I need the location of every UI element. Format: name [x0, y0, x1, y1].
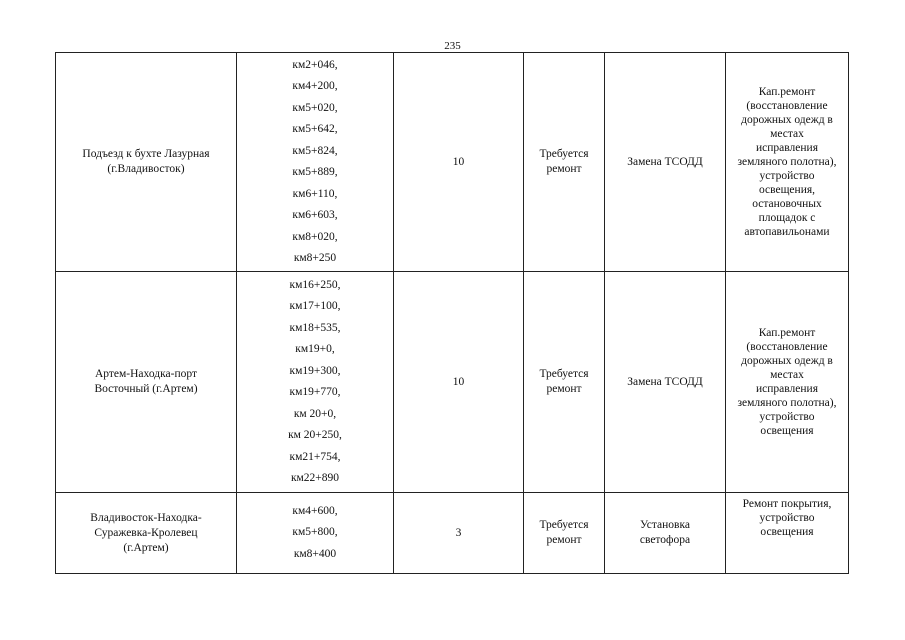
- status-line: ремонт: [546, 383, 582, 395]
- works-line: дорожных одежд в: [741, 355, 833, 367]
- status-cell: [524, 493, 605, 574]
- km-list-cell: [237, 272, 394, 493]
- measure-line: Установка: [640, 519, 690, 531]
- status-cell: [524, 53, 605, 272]
- measure-cell: [605, 53, 726, 272]
- km-list-cell: [237, 493, 394, 574]
- count-cell: 10: [394, 272, 524, 493]
- works-line: автопавильонами: [744, 226, 830, 238]
- status-cell: [524, 272, 605, 493]
- km-mark: км2+046,: [292, 58, 338, 71]
- status-line: Требуется: [539, 368, 589, 380]
- road-works-table: [55, 52, 849, 574]
- km-mark: км8+020,: [292, 230, 338, 243]
- measure-line: светофора: [639, 534, 691, 546]
- works-line: исправления: [756, 383, 818, 395]
- km-mark: км16+250,: [289, 278, 341, 291]
- works-line: освещения: [760, 526, 814, 538]
- measure-cell: [605, 272, 726, 493]
- works-cell: [726, 53, 849, 272]
- works-line: площадок с: [758, 212, 816, 224]
- km-mark: км 20+0,: [293, 407, 337, 420]
- road-name-line: (г.Владивосток): [107, 163, 185, 175]
- works-line: освещения,: [758, 184, 816, 196]
- works-line: местах: [770, 128, 804, 140]
- km-mark: км4+200,: [292, 80, 338, 92]
- status-line: ремонт: [546, 163, 582, 175]
- works-line: устройство: [759, 411, 815, 423]
- road-name-line: (г.Артем): [123, 541, 169, 554]
- km-mark: км5+020,: [292, 101, 338, 114]
- table-row: [56, 53, 849, 272]
- works-line: освещения: [760, 425, 814, 437]
- works-line: (восстановление: [746, 100, 828, 112]
- works-line: устройство: [759, 512, 815, 524]
- works-line: исправления: [756, 142, 818, 154]
- km-mark: км18+535,: [289, 321, 341, 334]
- road-name-line: Суражевка-Кролевец: [94, 526, 198, 539]
- status-line: ремонт: [546, 534, 582, 546]
- km-mark: км21+754,: [289, 450, 341, 463]
- km-mark: км5+642,: [292, 123, 338, 135]
- works-line: местах: [770, 369, 804, 381]
- km-mark: км5+889,: [292, 166, 338, 178]
- km-mark: км19+770,: [289, 386, 341, 398]
- road-name-cell: [56, 493, 237, 574]
- km-mark: км22+890: [290, 472, 340, 484]
- works-line: (восстановление: [746, 341, 828, 353]
- works-line: устройство: [759, 170, 815, 182]
- road-name-line: Подъезд к бухте Лазурная: [82, 148, 210, 160]
- km-mark: км8+250: [293, 252, 337, 264]
- table-row: [56, 272, 849, 493]
- km-mark: км6+110,: [292, 187, 338, 200]
- km-mark: км17+100,: [289, 300, 341, 312]
- measure-line: Замена ТСОДД: [627, 155, 703, 168]
- works-line: земляного полотна),: [737, 397, 837, 409]
- works-line: Кап.ремонт: [758, 86, 816, 98]
- road-name-cell: [56, 272, 237, 493]
- works-cell: [726, 493, 849, 574]
- measure-cell: [605, 493, 726, 574]
- works-line: Кап.ремонт: [758, 327, 816, 339]
- status-line: Требуется: [539, 148, 589, 160]
- km-mark: км4+600,: [292, 504, 338, 517]
- km-mark: км6+603,: [292, 209, 338, 221]
- count-cell: 3: [394, 493, 524, 574]
- status-line: Требуется: [539, 519, 589, 531]
- count-cell: 10: [394, 53, 524, 272]
- works-line: остановочных: [752, 198, 822, 210]
- km-mark: км8+400: [293, 547, 337, 560]
- road-name-line: Владивосток-Находка-: [90, 511, 202, 524]
- road-name-line: Артем-Находка-порт: [94, 368, 197, 380]
- works-line: земляного полотна),: [737, 156, 837, 168]
- km-list-cell: [237, 53, 394, 272]
- works-line: дорожных одежд в: [741, 114, 833, 126]
- km-mark: км5+824,: [292, 144, 338, 157]
- road-name-line: Восточный (г.Артем): [94, 383, 198, 395]
- road-name-cell: [56, 53, 237, 272]
- table-row: [56, 493, 849, 574]
- works-cell: [726, 272, 849, 493]
- works-line: Ремонт покрытия,: [742, 498, 832, 510]
- km-mark: км 20+250,: [288, 429, 342, 441]
- km-mark: км5+800,: [292, 526, 338, 539]
- page-number: 235: [444, 40, 461, 52]
- km-mark: км19+300,: [289, 364, 341, 377]
- km-mark: км19+0,: [295, 343, 335, 355]
- measure-line: Замена ТСОДД: [627, 375, 703, 388]
